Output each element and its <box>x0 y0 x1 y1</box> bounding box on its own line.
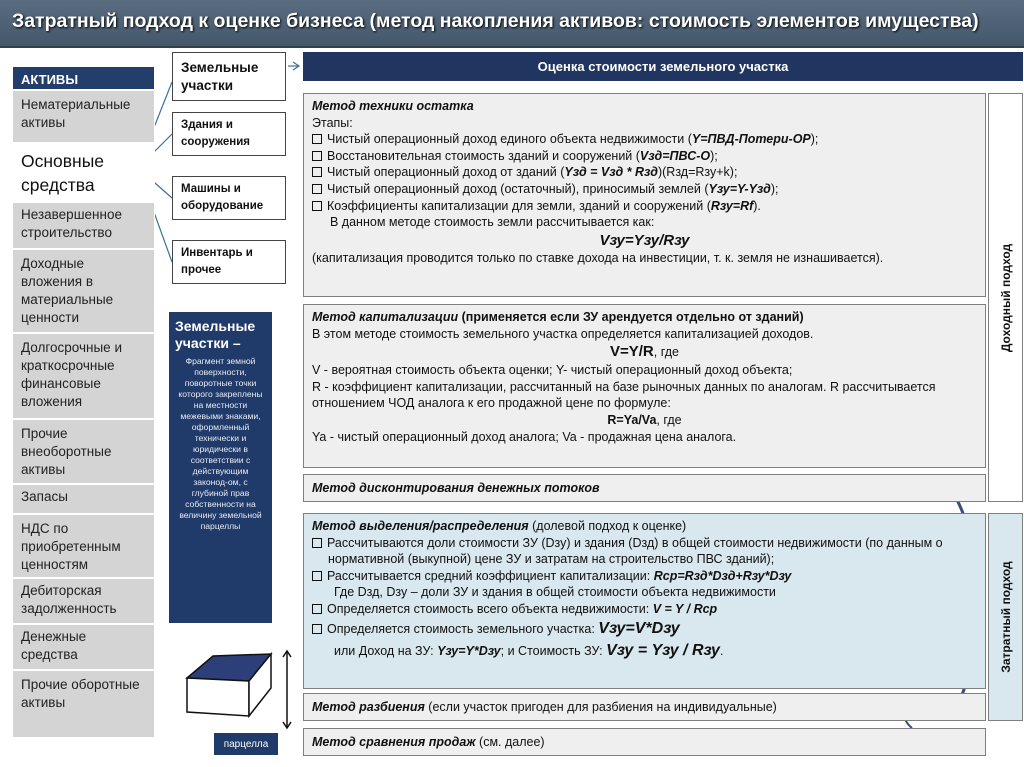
method-capitalization-line1: В этом методе стоимость земельного участка определяется капитализацией доходов. <box>312 326 814 341</box>
method-capitalization-line3: R - коэффициент капитализации, рассчитанный на базе рыночных данных по аналогам. R рассчитывается отношением ЧОД аналога к его продажной цене по формуле: <box>312 379 936 411</box>
asset-item-income-investments: Доходные вложения в материальные ценности <box>12 249 155 333</box>
asset-item-cash: Денежные средства <box>12 624 155 670</box>
method-allocation <box>303 513 986 689</box>
asset-item-vat: НДС по приобретенным ценностям <box>12 514 155 578</box>
method-residual-item: Коэффициенты капитализации для земли, зданий и сооружений (Rзу=Rf). <box>312 198 977 215</box>
method-residual <box>303 93 986 297</box>
checkbox-icon <box>312 571 322 581</box>
method-residual-item: Чистый операционный доход единого объекта недвижимости (Y=ПВД-Потери-ОР); <box>312 131 977 148</box>
checkbox-icon <box>312 184 322 194</box>
method-residual-stages: Этапы: <box>312 115 353 130</box>
asset-item-fixed: Основные средства <box>12 143 155 202</box>
method-allocation-item2: Рассчитывается средний коэффициент капитализации: Rср=Rзд*Dзд+Rзу*Dзу <box>312 568 977 585</box>
asset-item-stock: Запасы <box>12 484 155 514</box>
checkbox-icon <box>312 151 322 161</box>
assets-header: АКТИВЫ <box>12 66 155 90</box>
definition-title: Земельные участки – <box>175 318 256 351</box>
method-residual-item: Чистый операционный доход (остаточный), приносимый землей (Yзу=Y-Yзд); <box>312 181 977 198</box>
asset-item-other-noncurrent: Прочие внеоборотные активы <box>12 419 155 484</box>
fixed-asset-inventory: Инвентарь и прочее <box>172 240 286 284</box>
method-sales: Метод сравнения продаж (см. далее) <box>303 728 986 756</box>
asset-item-intangible: Нематериальные активы <box>12 90 155 143</box>
checkbox-icon <box>312 134 322 144</box>
method-allocation-item4: Определяется стоимость земельного участка: Vзу=V*Dзу <box>312 618 977 640</box>
assets-list <box>12 66 155 738</box>
method-residual-item: Восстановительная стоимость зданий и сооружений (Vзд=ПВС-О); <box>312 148 977 165</box>
method-residual-formula: Vзу=Yзу/Rзу <box>599 231 690 249</box>
method-allocation-title: Метод выделения/распределения (долевой подход к оценке) <box>312 519 687 533</box>
side-label-income: Доходный подход <box>988 93 1023 502</box>
method-split: Метод разбиения (если участок пригоден для разбиения на индивидуальные) <box>303 693 986 721</box>
fixed-asset-land: Земельные участки <box>172 52 286 101</box>
method-allocation-item1: Рассчитываются доли стоимости ЗУ (Dзу) и здания (Dзд) в общей стоимости недвижимости (по данным о нормативной (выкупной) цене ЗУ и затратам на строительство ПВС зданий); <box>312 535 977 568</box>
checkbox-icon <box>312 538 322 548</box>
fixed-asset-machinery: Машины и оборудование <box>172 176 286 220</box>
asset-item-receivables: Дебиторская задолженность <box>12 578 155 624</box>
method-dcf: Метод дисконтирования денежных потоков <box>303 474 986 502</box>
checkbox-icon <box>312 604 322 614</box>
checkbox-icon <box>312 201 322 211</box>
method-residual-note: В данном методе стоимость земли рассчитывается как: <box>330 215 655 230</box>
asset-item-other-current: Прочие оборотные активы <box>12 670 155 738</box>
asset-item-financial: Долгосрочные и краткосрочные финансовые вложения <box>12 333 155 419</box>
method-residual-item: Чистый операционный доход от зданий (Yзд = Vзд * Rзд)(Rзд=Rзу+k); <box>312 164 977 181</box>
checkbox-icon <box>312 624 322 634</box>
page-title: Затратный подход к оценке бизнеса (метод накопления активов: стоимость элементов имущества) <box>12 10 979 32</box>
land-valuation-header: Оценка стоимости земельного участка <box>303 52 1023 81</box>
method-allocation-note: Где Dзд, Dзу – доли ЗУ и здания в общей стоимости объекта недвижимости <box>334 585 776 600</box>
method-allocation-item3: Определяется стоимость всего объекта недвижимости: V = Y / Rср <box>312 601 977 618</box>
asset-item-construction: Незавершенное строительство <box>12 202 155 249</box>
parcel-label: парцелла <box>214 733 278 755</box>
method-residual-footer: (капитализация проводится только по ставке дохода на инвестиции, т. к. земля не изнашивается). <box>312 250 884 265</box>
method-allocation-alt: или Доход на ЗУ: Yзу=Y*Dзу; и Стоимость ЗУ: Vзу = Yзу / Rзу. <box>334 641 724 659</box>
method-capitalization-line2: V - вероятная стоимость объекта оценки; Y- чистый операционный доход объекта; <box>312 363 793 378</box>
method-capitalization-title: Метод капитализации (применяется если ЗУ арендуется отдельно от зданий) <box>312 310 804 324</box>
method-residual-title: Метод техники остатка <box>312 99 474 113</box>
side-label-cost: Затратный подход <box>988 513 1023 721</box>
method-capitalization-line4: Ya - чистый операционный доход аналога; Va - продажная цена аналога. <box>312 429 737 444</box>
checkbox-icon <box>312 167 322 177</box>
fixed-asset-buildings: Здания и сооружения <box>172 112 286 156</box>
method-capitalization-formula2: R=Ya/Va, где <box>607 412 682 427</box>
title-bar <box>0 0 1024 48</box>
definition-text: Фрагмент земной поверхности, поворотные точки которого закреплены на местности межевыми знаками, оформленный технически и юридически в соответствии с действующим законод-ом, с глубиной прав собственности на величину земельной парцеллы <box>178 356 263 531</box>
method-capitalization-formula: V=Y/R, где <box>610 343 679 361</box>
method-capitalization <box>303 304 986 468</box>
land-definition <box>169 312 272 623</box>
